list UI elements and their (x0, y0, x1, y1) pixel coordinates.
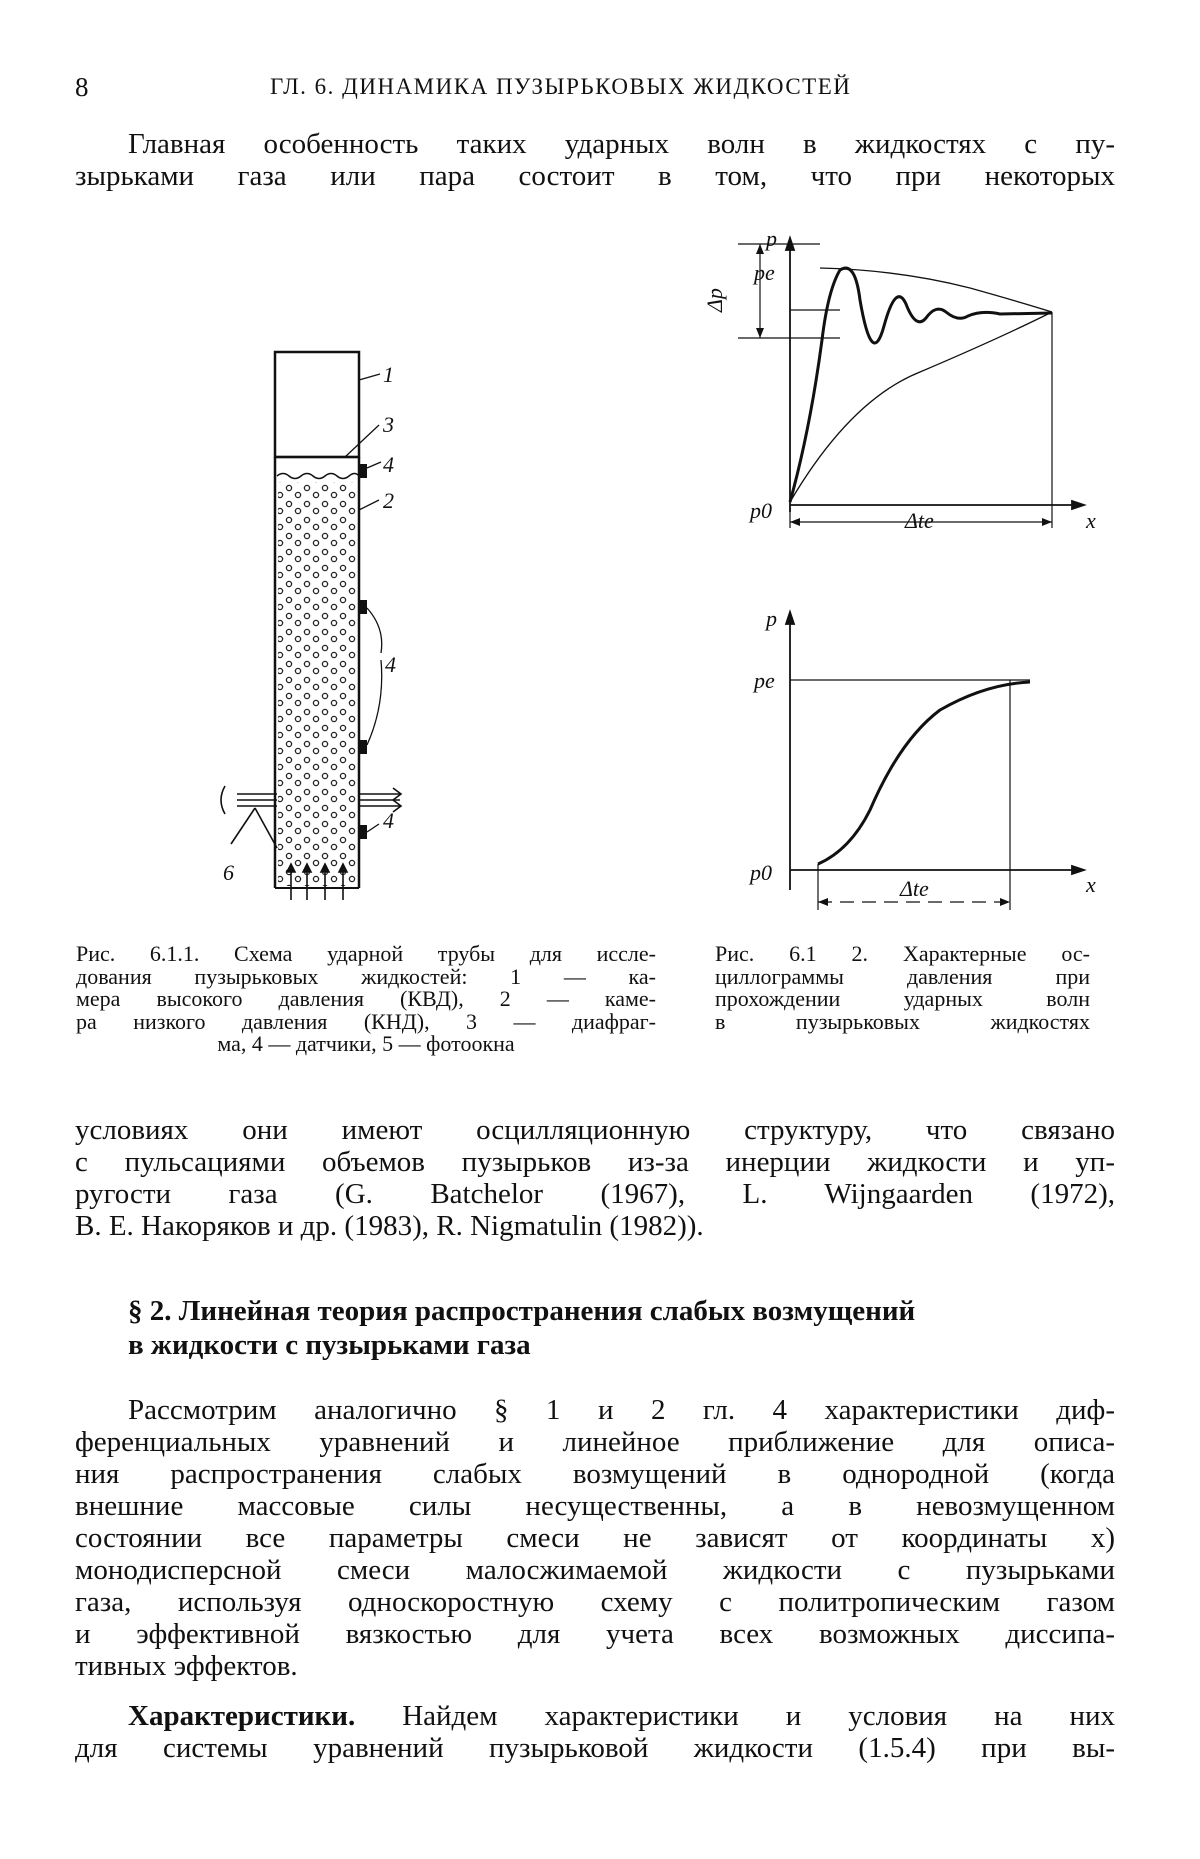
monotonic-profile (818, 682, 1030, 864)
caption-line: ра низкого давления (КНД), 3 — диафраг- (76, 1008, 656, 1034)
text-line: зырьками газа или пара состоит в том, что при некоторых (75, 160, 1115, 192)
section-heading-line: в жидкости с пузырьками газа (128, 1329, 531, 1361)
bottom-label-p0: p0 (750, 860, 772, 885)
label-4-top: 4 (383, 452, 394, 477)
text-line: условиях они имеют осцилляционную структуру, что связано (75, 1114, 1115, 1146)
figure-oscillogram-bottom (700, 600, 1100, 920)
text-line (75, 1700, 1115, 1732)
text-run: Найдем характеристики и условия на них (355, 1700, 1115, 1732)
caption-line: циллограммы давления при (715, 963, 1090, 989)
text-line: для системы уравнений пузырьковой жидкости (1.5.4) при вы- (75, 1732, 1115, 1764)
label-1: 1 (383, 362, 394, 387)
top-label-p0: p0 (750, 498, 772, 523)
caption-line: Рис. 6.1 2. Характерные ос- (715, 941, 1090, 966)
label-3: 3 (383, 412, 394, 437)
bottom-x-axis-label: x (1086, 872, 1096, 897)
text-line: газа, используя односкоростную схему с политропическим газом (75, 1586, 1115, 1618)
caption-line: ма, 4 — датчики, 5 — фотоокна (217, 1031, 515, 1056)
bottom-label-delta-t: Δte (900, 876, 929, 901)
figure-2-caption (715, 943, 1090, 1033)
caption-line: Рис. 6.1.1. Схема ударной трубы для иссле- (76, 941, 656, 966)
figure-shock-tube (195, 340, 445, 900)
body-paragraph (75, 1394, 1115, 1682)
section-heading-line: § 2. Линейная теория распространения слабых возмущений (128, 1295, 916, 1327)
top-y-axis-label: p (766, 230, 777, 251)
caption-line: мера высокого давления (КВД), 2 — каме- (76, 986, 656, 1011)
liquid-surface (277, 474, 359, 479)
text-line: с пульсациями объемов пузырьков из-за инерции жидкости и уп- (75, 1146, 1115, 1178)
running-head (75, 72, 1115, 102)
chapter-title: ГЛ. 6. ДИНАМИКА ПУЗЫРЬКОВЫХ ЖИДКОСТЕЙ (270, 74, 852, 99)
top-x-axis-label: x (1086, 508, 1096, 533)
text-line: монодисперсной смеси малосжимаемой жидкости с пузырьками (75, 1554, 1115, 1586)
bottom-axes (786, 612, 1084, 890)
intro-paragraph (75, 128, 1115, 192)
label-2: 2 (383, 488, 394, 513)
figure-1-caption (76, 943, 656, 1056)
text-line: ругости газа (G. Batchelor (1967), L. Wijngaarden (1972), (75, 1178, 1115, 1210)
caption-line: в пузырьковых жидкостях (715, 1008, 1090, 1034)
top-label-delta-p: Δp (702, 288, 727, 312)
characteristics-paragraph (75, 1700, 1115, 1764)
text-line: состоянии все параметры смеси не зависят от координаты x) (75, 1522, 1115, 1554)
continuation-paragraph (75, 1114, 1115, 1242)
figure-oscillogram-top (700, 230, 1100, 540)
oscillation-curve (790, 268, 1052, 502)
top-label-pe: pe (754, 260, 775, 285)
caption-line: дования пузырьковых жидкостей: 1 — ка- (76, 963, 656, 989)
page-number: 8 (75, 72, 89, 102)
lower-envelope (790, 312, 1052, 502)
bubbly-liquid (278, 482, 356, 886)
text-line: В. Е. Накоряков и др. (1983), R. Nigmatulin (1982)). (75, 1210, 704, 1242)
label-6: 6 (223, 860, 234, 885)
dimension-arrowheads (756, 244, 1052, 526)
top-label-delta-t: Δte (905, 508, 934, 533)
run-in-heading: Характеристики. (128, 1700, 356, 1732)
caption-line: прохождении ударных волн (715, 986, 1090, 1011)
text-line: внешние массовые силы несущественны, а в невозмущенном (75, 1490, 1115, 1522)
label-4-bottom: 4 (383, 808, 394, 833)
bottom-y-axis-label: p (766, 606, 777, 631)
bottom-label-pe: pe (754, 668, 775, 693)
text-line: ференциальных уравнений и линейное приближение для описа- (75, 1426, 1115, 1458)
text-line: и эффективной вязкостью для учета всех возможных диссипа- (75, 1618, 1115, 1650)
section-heading (128, 1294, 1068, 1362)
reference-lines (738, 244, 1052, 528)
text-line: Главная особенность таких ударных волн в жидкостях с пу- (128, 128, 1115, 160)
text-line: ния распространения слабых возмущений в однородной (когда (75, 1458, 1115, 1490)
text-line: Рассмотрим аналогично § 1 и 2 гл. 4 характеристики диф- (128, 1394, 1115, 1426)
text-line: тивных эффектов. (75, 1650, 298, 1682)
label-4-middle: 4 (385, 652, 396, 677)
top-axes (786, 238, 1084, 512)
